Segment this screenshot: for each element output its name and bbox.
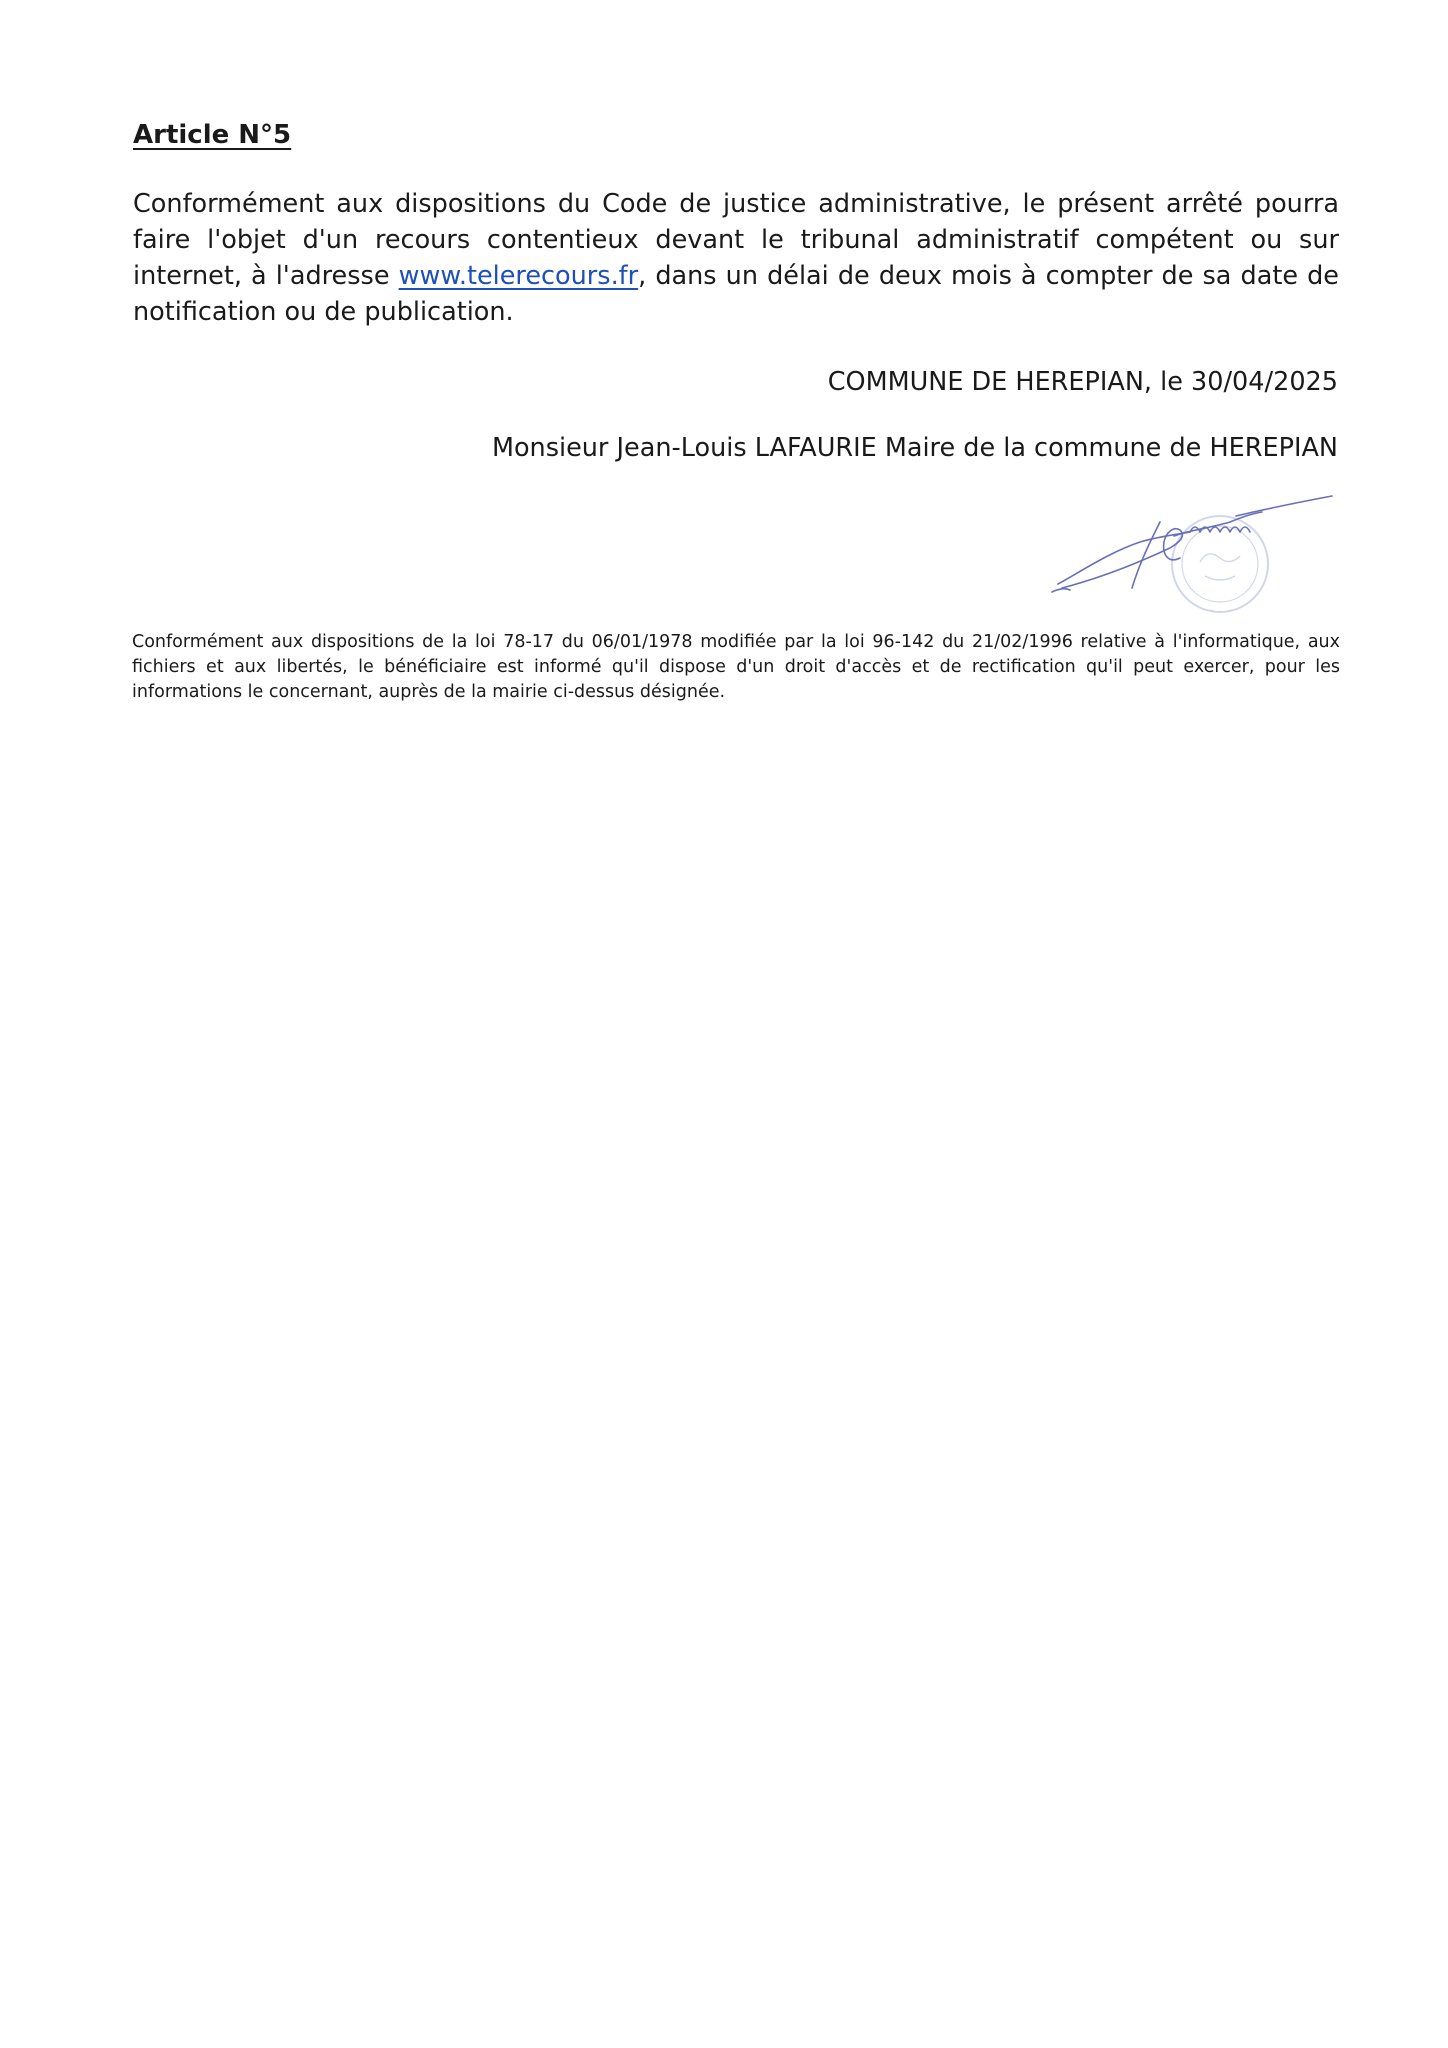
place-and-date: COMMUNE DE HEREPIAN, le 30/04/2025 (827, 367, 1338, 397)
data-protection-notice: Conformément aux dispositions de la loi 78-17 du 06/01/1978 modifiée par la loi 96-142 du 21/02/1996 relative à l'informatique, aux fichiers et aux libertés, le bénéficiaire est informé qu'il dispose d'un droit d'accès et de rectification qu'il peut exercer, pour les informations le concernant, auprès de la mairie ci-dessus désignée. (132, 632, 1340, 702)
signature-strokes (1052, 496, 1332, 592)
article-body-text-start: Conformément aux dispositions du Code de justice administrative, le présent arrêté pourra faire l'objet d'un recours contentieux devant le tribunal administratif compétent ou sur internet, à l'adresse (133, 189, 1339, 291)
telerecours-link[interactable]: www.telerecours.fr (398, 261, 639, 291)
article-heading: Article N°5 (133, 120, 292, 150)
signatory-name: Monsieur Jean-Louis LAFAURIE Maire de la commune de HEREPIAN (491, 433, 1338, 463)
article-body-text-end: , dans un délai de deux mois à compter de sa date de notification ou de publication. (133, 261, 1339, 327)
handwritten-signature-and-stamp (1040, 492, 1340, 632)
article-body (133, 186, 1339, 330)
